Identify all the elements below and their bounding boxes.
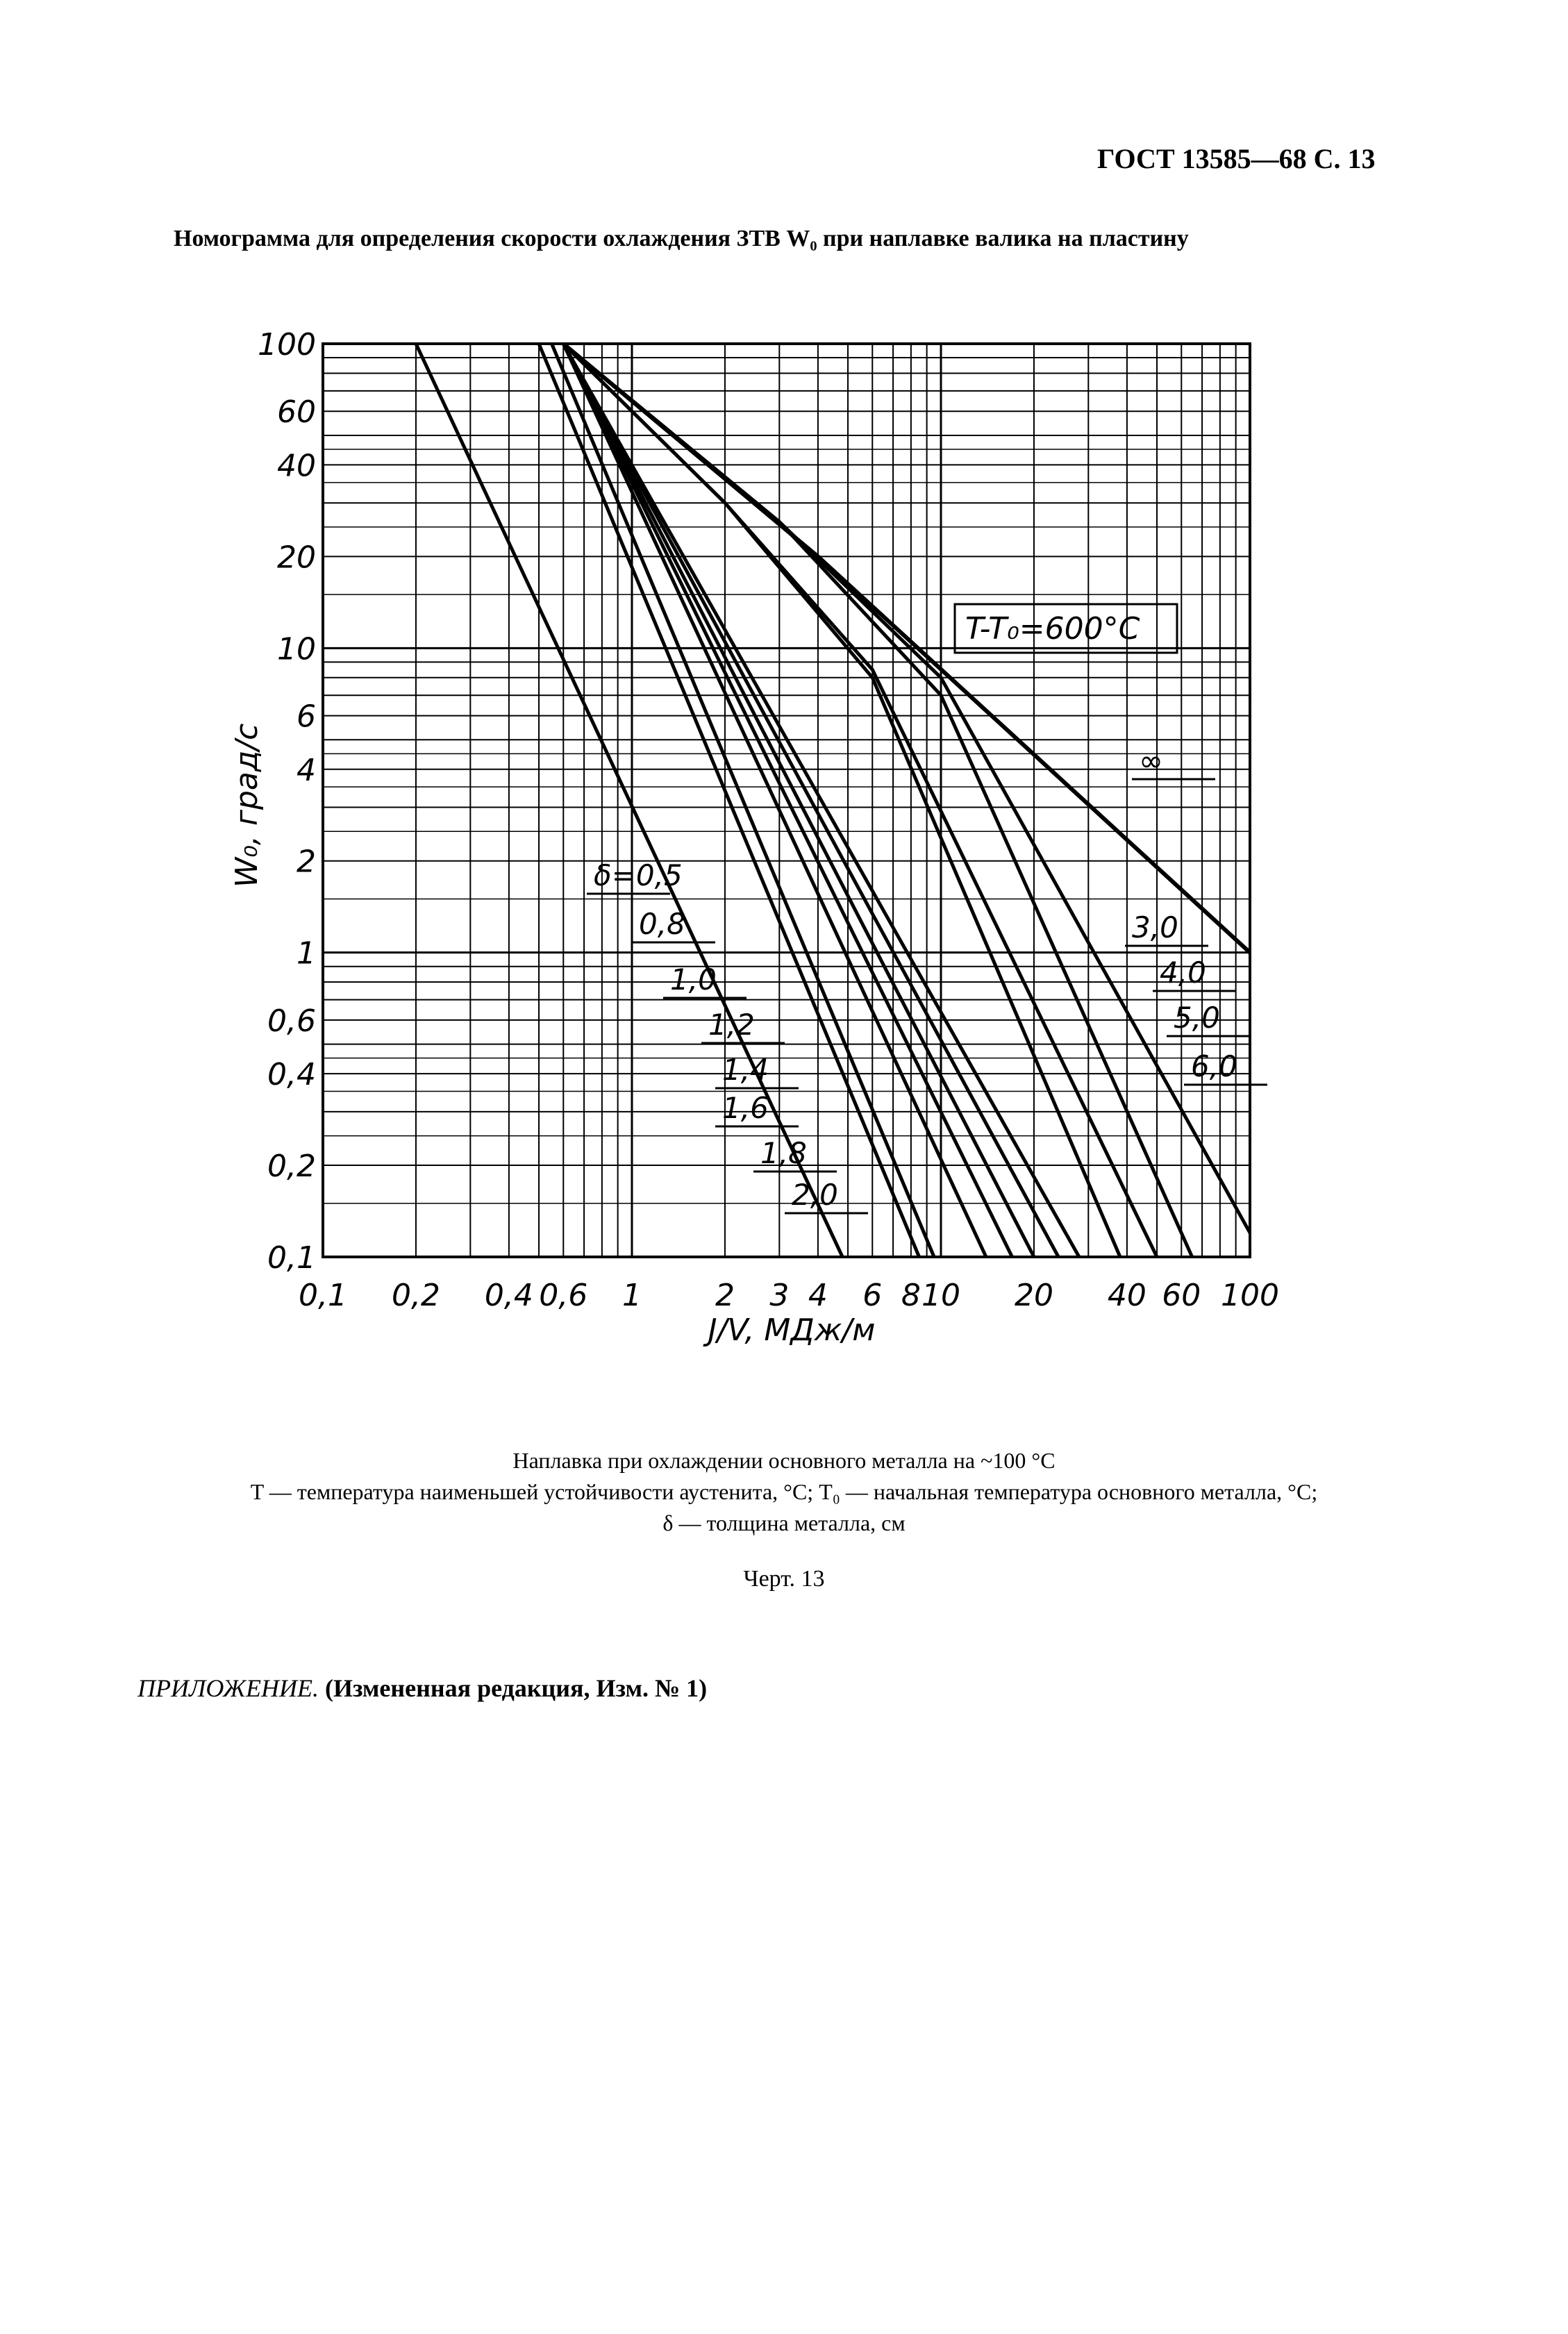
x-tick-label: 20 bbox=[1014, 1278, 1053, 1313]
series-label: δ=0,5 bbox=[594, 858, 683, 892]
series-line bbox=[563, 344, 1250, 1233]
series-line bbox=[563, 344, 1120, 1257]
x-tick-label: 60 bbox=[1162, 1278, 1201, 1313]
figure-title: Номограмма для определения скорости охлаждения ЗТВ W₀ при наплавке валика на пластину bbox=[174, 226, 1189, 251]
x-tick-label: 1 bbox=[622, 1278, 642, 1313]
y-tick-label: 10 bbox=[277, 631, 316, 667]
x-tick-label: 0,6 bbox=[539, 1278, 588, 1313]
x-tick-label: 8 bbox=[901, 1278, 921, 1313]
x-tick-label: 0,1 bbox=[299, 1278, 347, 1313]
y-tick-label: 6 bbox=[297, 699, 316, 735]
temperature-annotation: T-T₀=600°С bbox=[965, 611, 1140, 647]
y-tick-label: 4 bbox=[297, 752, 316, 788]
series-line bbox=[563, 344, 986, 1257]
x-tick-label: 6 bbox=[862, 1278, 883, 1313]
x-axis-label: J/V, МДж/м bbox=[708, 1312, 876, 1348]
caption-line-3: δ — толщина металла, см bbox=[662, 1510, 906, 1535]
series-label: 1,8 bbox=[760, 1136, 807, 1170]
appendix-rest: (Измененная редакция, Изм. № 1) bbox=[324, 1674, 708, 1702]
caption-line-2: T — температура наименьшей устойчивости аустенита, °С; T₀ — начальная температура основного металла, °С; bbox=[250, 1479, 1318, 1504]
series-label: 5,0 bbox=[1174, 1001, 1220, 1035]
series-label: 1,4 bbox=[722, 1053, 769, 1087]
x-tick-label: 100 bbox=[1221, 1278, 1279, 1313]
y-axis-label: W₀, град/с bbox=[229, 723, 265, 888]
appendix-lead: ПРИЛОЖЕНИЕ. bbox=[137, 1674, 319, 1702]
figure-number: Черт. 13 bbox=[743, 1566, 825, 1592]
x-tick-label: 40 bbox=[1107, 1278, 1146, 1313]
series-label: 1,0 bbox=[670, 962, 717, 997]
series-label: 2,0 bbox=[792, 1178, 838, 1212]
y-tick-label: 1 bbox=[297, 935, 316, 972]
y-tick-label: 2 bbox=[297, 844, 316, 880]
series-label: 6,0 bbox=[1191, 1049, 1237, 1083]
y-tick-label: 20 bbox=[277, 540, 316, 576]
series-label: 3,0 bbox=[1132, 910, 1178, 944]
series-label: 4,0 bbox=[1160, 956, 1206, 990]
series-label: 0,8 bbox=[639, 907, 685, 941]
series-label: 1,2 bbox=[708, 1008, 755, 1042]
y-tick-label: 0,1 bbox=[267, 1240, 316, 1276]
series-lines bbox=[416, 344, 1250, 1257]
y-tick-label: 0,6 bbox=[267, 1003, 316, 1039]
y-tick-label: 0,4 bbox=[267, 1057, 316, 1093]
x-tick-label: 3 bbox=[769, 1278, 790, 1313]
x-tick-label: 0,4 bbox=[484, 1278, 533, 1313]
appendix-note bbox=[137, 1674, 707, 1703]
series-line bbox=[563, 344, 1079, 1257]
y-tick-label: 100 bbox=[258, 327, 316, 362]
caption-line-1: Наплавка при охлаждении основного металла на ~100 °С bbox=[512, 1448, 1056, 1473]
series-line bbox=[563, 344, 1058, 1257]
y-tick-label: 60 bbox=[277, 394, 316, 431]
x-tick-label: 4 bbox=[808, 1278, 828, 1313]
series-label: ∞ bbox=[1139, 744, 1163, 778]
x-tick-label: 10 bbox=[921, 1278, 960, 1313]
x-tick-label: 2 bbox=[715, 1278, 735, 1313]
y-tick-label: 40 bbox=[277, 448, 316, 484]
series-line bbox=[563, 344, 1034, 1257]
y-tick-label: 0,2 bbox=[267, 1149, 316, 1185]
x-tick-label: 0,2 bbox=[391, 1278, 440, 1313]
page-header: ГОСТ 13585—68 С. 13 bbox=[1097, 143, 1376, 174]
series-label: 1,6 bbox=[722, 1091, 769, 1125]
series-line bbox=[563, 344, 1157, 1257]
